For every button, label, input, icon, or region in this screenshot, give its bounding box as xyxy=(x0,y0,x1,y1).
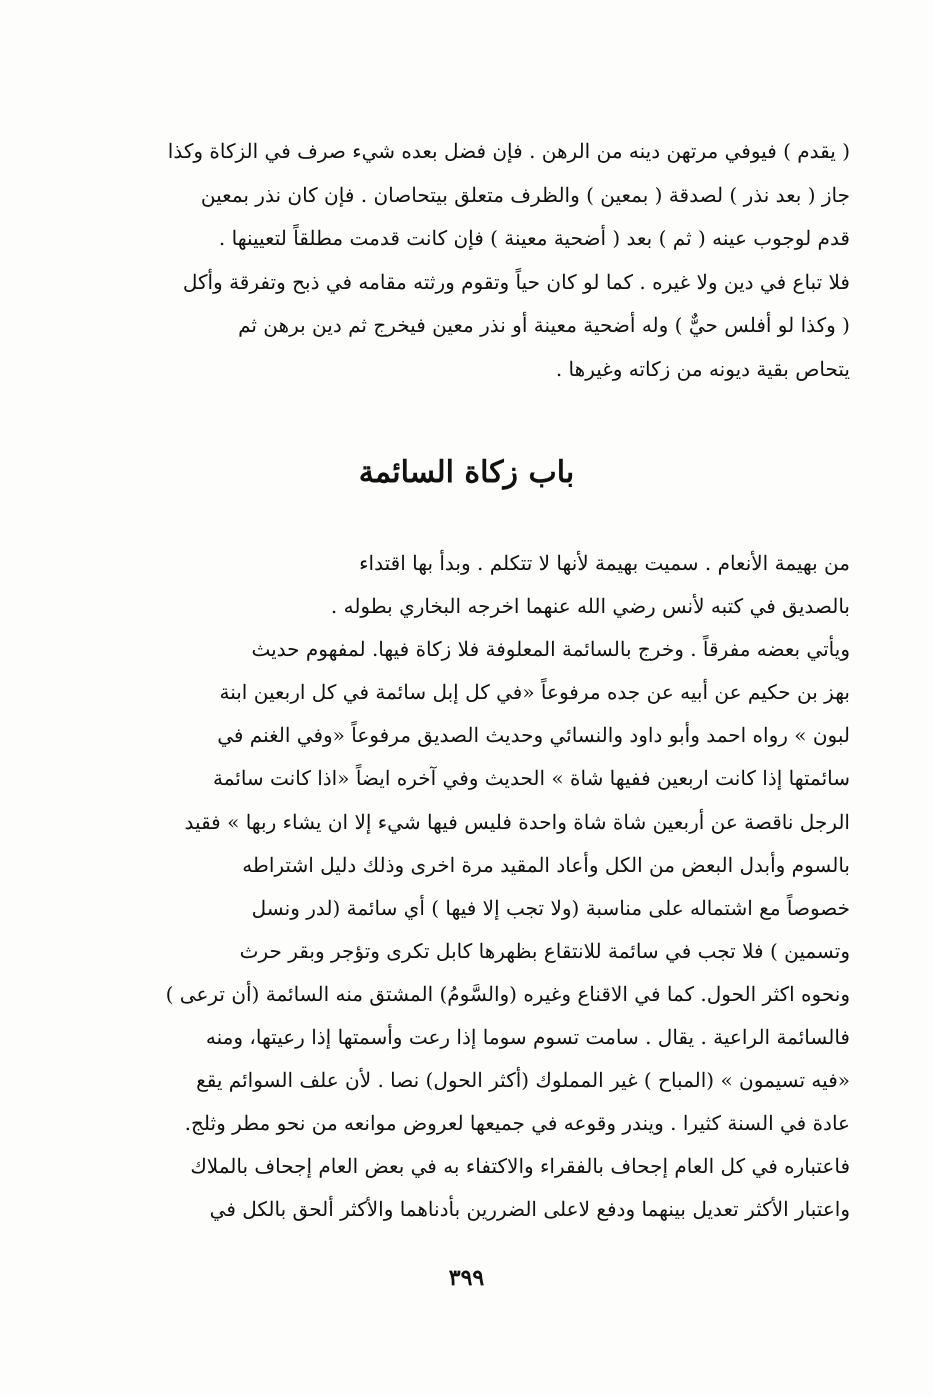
paragraph-main xyxy=(90,542,850,1232)
text-line: فاعتباره في كل العام إجحاف بالفقراء والاكتفاء به في بعض العام إجحاف بالملاك xyxy=(190,1154,850,1179)
text-line: فلا تباع في دين ولا غيره . كما لو كان حياً وتقوم ورثته مقامه في ذبح وتفرقة وأكل xyxy=(182,269,850,294)
text-line: ويأتي بعضه مفرقاً . وخرج بالسائمة المعلوفة فلا زكاة فيها. لمفهوم حديث xyxy=(251,637,850,662)
text-line: سائمتها إذا كانت اربعين ففيها شاة » الحديث وفي آخره ايضاً «اذا كانت سائمة xyxy=(212,766,850,791)
text-line: وتسمين ) فلا تجب في سائمة للانتقاع بظهرها كابل تكرى وتؤجر وبقر حرث xyxy=(239,938,850,963)
text-line: عادة في السنة كثيرا . ويندر وقوعه في جميعها لعروض موانعه من نحو مطر وثلج. xyxy=(184,1111,850,1136)
page-number: ٣٩٩ xyxy=(448,1265,485,1291)
paragraph-top xyxy=(90,130,850,392)
text-line: واعتبار الأكثر تعديل بينهما ودفع لاعلى الضررين بأدناهما والأكثر ألحق بالكل في xyxy=(209,1197,850,1222)
text-line: يتحاص بقية ديونه من زكاته وغيرها . xyxy=(555,356,850,381)
text-line: ونحوه اكثر الحول. كما في الاقناع وغيره (والسَّومُ) المشتق منه السائمة (أن ترعى ) xyxy=(165,981,850,1006)
text-line: ( يقدم ) فيوفي مرتهن دينه من الرهن . فإن فضل بعده شيء صرف في الزكاة وكذا xyxy=(167,139,850,163)
text-line: من بهيمة الأنعام . سميت بهيمة لأنها لا تتكلم . وبدأ بها اقتداء xyxy=(359,551,850,575)
section-heading: باب زكاة السائمة xyxy=(358,455,575,490)
text-line: بالسوم وأبدل البعض من الكل وأعاد المقيد مرة اخرى وذلك دليل اشتراطه xyxy=(242,852,850,877)
text-line: لبون » رواه احمد وأبو داود والنسائي وحديث الصديق مرفوعاً «وفي الغنم في xyxy=(217,723,850,748)
text-line: «فيه تسيمون » (المباح ) غير المملوك (أكثر الحول) نصا . لأن علف السوائم يقع xyxy=(196,1068,850,1093)
text-line: بهز بن حكيم عن أبيه عن جده مرفوعاً «في كل إبل سائمة في كل اربعين ابنة xyxy=(219,680,850,705)
text-line: قدم لوجوب عينه ( ثم ) بعد ( أضحية معينة ) فإن كانت قدمت مطلقاً لتعيينها . xyxy=(218,226,850,251)
text-line: الرجل ناقصة عن أربعين شاة شاة واحدة فليس فيها شيء إلا ان يشاء ربها » فقيد xyxy=(184,809,850,834)
text-line: جاز ( بعد نذر ) لصدقة ( بمعين ) والظرف متعلق بيتحاصان . فإن كان نذر بمعين xyxy=(200,182,850,207)
text-line: بالصديق في كتبه لأنس رضي الله عنهما اخرجه البخاري بطوله . xyxy=(330,594,850,619)
text-line: خصوصاً مع اشتماله على مناسبة (ولا تجب إلا فيها ) أي سائمة (لدر ونسل xyxy=(251,895,850,920)
text-line: ( وكذا لو أفلس حيٌّ ) وله أضحية معينة أو نذر معين فيخرج ثم دين برهن ثم xyxy=(238,313,850,338)
text-line: فالسائمة الراعية . يقال . سامت تسوم سوما إذا رعت وأسمتها إذا رعيتها، ومنه xyxy=(205,1025,850,1050)
